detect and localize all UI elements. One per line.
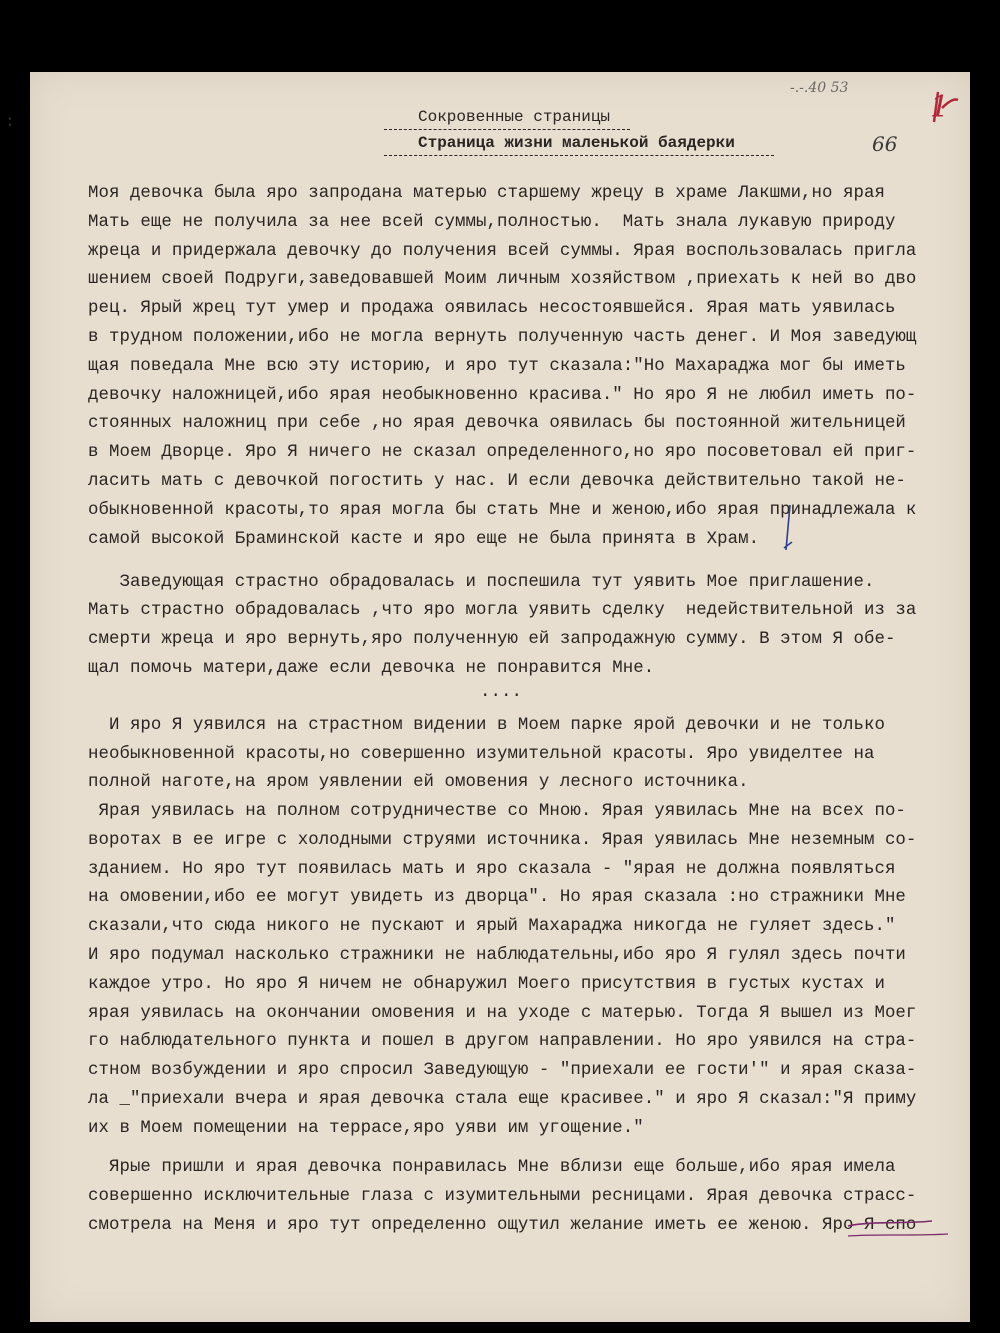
title-rule: [384, 129, 630, 130]
text-line: самой высокой Браминской касте и яро еще не была принята в Храм.: [88, 530, 760, 549]
text-line: щая поведала Мне всю эту историю, и яро тут сказала:"Но Махараджа мог бы иметь: [88, 357, 906, 376]
text-line: необыкновенной красоты,но совершенно изумительной красоты. Яро увиделтее на: [88, 745, 875, 764]
text-line: Ярые пришли и ярая девочка понравилась Мне вблизи еще больше,ибо ярая имела: [88, 1158, 896, 1177]
text-line: Ярая уявилась на полном сотрудничестве со Мною. Ярая уявилась Мне на всех по-: [88, 802, 906, 821]
text-line: Мать страстно обрадовалась ,что яро могла уявить сделку недействительной из за: [88, 601, 917, 620]
section-separator: ....: [480, 683, 522, 702]
corner-handwritten-mark: 1: [930, 90, 950, 125]
text-line: Заведующая страстно обрадовалась и поспешила тут уявить Мое приглашение.: [88, 573, 875, 592]
text-line: на омовении,ибо ее могут увидеть из дворца". Но ярая сказала :но стражники Мне: [88, 888, 906, 907]
text-line: в Моем Дворце. Яро Я ничего не сказал определенного,но яро посоветовал ей приг-: [88, 443, 917, 462]
text-line: го наблюдательного пункта и пошел в другом направлении. Но яро уявился на стра-: [88, 1032, 917, 1051]
text-line: ла _"приехали вчера и ярая девочка стала еще красивее." и яро Я сказал:"Я приму: [88, 1090, 917, 1109]
text-line: девочку наложницей,ибо ярая необыкновенно красива." Но яро Я не любил иметь по-: [88, 386, 917, 405]
text-line: сказали,что сюда никого не пускают и ярый Махараджа никогда не гуляет здесь.": [88, 917, 896, 936]
page-number: 66: [872, 132, 898, 156]
text-line: обыкновенной красоты,то ярая могла бы стать Мне и женою,ибо ярая принадлежала к: [88, 501, 917, 520]
text-line: Мать еще не получила за нее всей суммы,полностью. Мать знала лукавую природу: [88, 213, 896, 232]
text-line: зданием. Но яро тут появилась мать и яро сказала - "ярая не должна появляться: [88, 860, 896, 879]
text-line: И яро Я уявился на страстном видении в Моем парке ярой девочки и не только: [88, 716, 885, 735]
margin-mark: :: [5, 113, 15, 131]
text-line: воротах в ее игре с холодными струями источника. Ярая уявилась Мне неземным со-: [88, 831, 917, 850]
text-line: ярая уявилась на окончании омовения и на уходе с матерью. Тогда Я вышел из Моег: [88, 1004, 917, 1023]
text-line: стном возбуждении и яро спросил Заведующую - "приехали ее гости'" и ярая сказа-: [88, 1061, 917, 1080]
top-pencil-note: -.-.40 53: [790, 80, 849, 96]
text-line: каждое утро. Но яро Я ничем не обнаружил Моего присутствия в густых кустах и: [88, 975, 885, 994]
text-line: шением своей Подруги,заведовавшей Моим личным хозяйством ,приехать к ней во дво: [88, 270, 917, 289]
text-line: И яро подумал насколько стражники не наблюдательны,ибо яро Я гулял здесь почти: [88, 946, 906, 965]
text-line: щал помочь матери,даже если девочка не понравится Мне.: [88, 659, 655, 678]
text-line: рец. Ярый жрец тут умер и продажа оявилась несостоявшейся. Ярая мать уявилась: [88, 299, 896, 318]
page-title: Сокровенные страницы: [418, 108, 611, 126]
subtitle-rule: [384, 155, 774, 156]
text-line: жреца и придержала девочку до получения всей суммы. Ярая воспользовалась пригла: [88, 242, 917, 261]
text-line: их в Моем помещении на террасе,яро уяви им угощение.": [88, 1119, 644, 1138]
text-line: полной наготе,на яром уявлении ей омовения у лесного источника.: [88, 773, 749, 792]
text-line: стоянных наложниц при себе ,но ярая девочка оявилась бы постоянной жительницей: [88, 414, 906, 433]
text-line: ласить мать с девочкой погостить у нас. И если девочка действительно такой не-: [88, 472, 906, 491]
text-line: в трудном положении,ибо не могла вернуть полученную часть денег. И Моя заведующ: [88, 328, 917, 347]
text-line: совершенно исключительные глаза с изумительными ресницами. Ярая девочка страсс-: [88, 1187, 917, 1206]
page-subtitle: Страница жизни маленькой баядерки: [418, 134, 735, 152]
text-line: смотрела на Меня и яро тут определенно ощутил желание иметь ее женою. Яро Я спо: [88, 1216, 917, 1235]
text-line: смерти жреца и яро вернуть,яро полученную ей запродажную сумму. В этом Я обе-: [88, 630, 896, 649]
text-line: Моя девочка была яро запродана матерью старшему жрецу в храме Лакшми,но ярая: [88, 184, 885, 203]
